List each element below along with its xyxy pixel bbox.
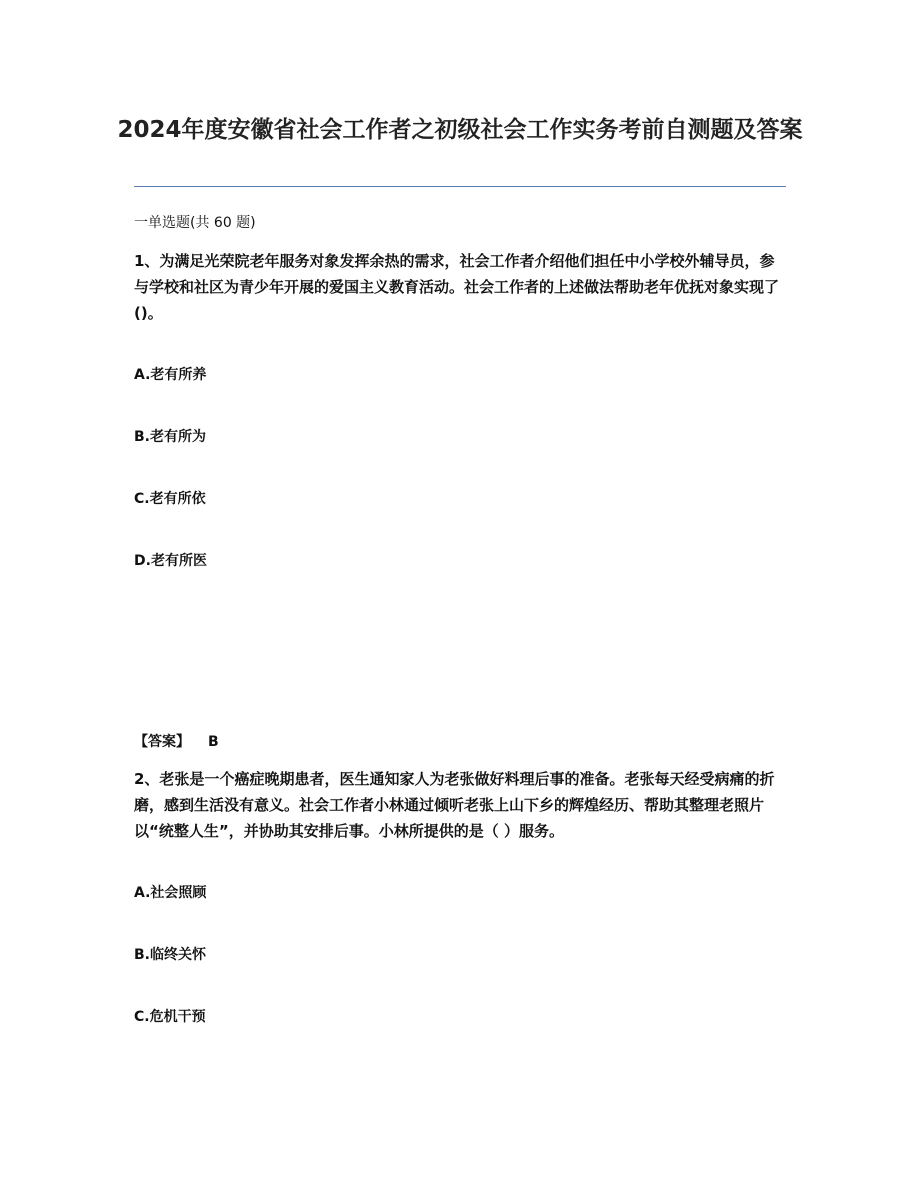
question-2-option-a: A.社会照顾: [134, 885, 207, 901]
document-title: 2024年度安徽省社会工作者之初级社会工作实务考前自测题及答案: [117, 117, 803, 143]
title-divider: [134, 186, 786, 187]
question-1-option-d: D.老有所医: [134, 553, 207, 569]
question-1-text: 1、为满足光荣院老年服务对象发挥余热的需求，社会工作者介绍他们担任中小学校外辅导员，参与学校和社区为青少年开展的爱国主义教育活动。社会工作者的上述做法帮助老年优抚对象实现了()。: [134, 252, 780, 322]
answer-value: B: [208, 734, 219, 750]
question-1-answer: [134, 731, 219, 751]
question-1-option-b: B.老有所为: [134, 429, 206, 445]
answer-label: 【答案】: [134, 734, 190, 750]
section-heading: 一单选题(共 60 题): [134, 215, 256, 231]
question-1-option-a: A.老有所养: [134, 367, 207, 383]
question-2-option-b: B.临终关怀: [134, 947, 206, 963]
question-2-text: 2、老张是一个癌症晚期患者，医生通知家人为老张做好料理后事的准备。老张每天经受病痛的折磨，感到生活没有意义。社会工作者小林通过倾听老张上山下乡的辉煌经历、帮助其整理老照片以“统整人生”，并协助其安排后事。小林所提供的是（ ）服务。: [134, 770, 775, 840]
question-1-option-c: C.老有所依: [134, 491, 206, 507]
question-2-option-c: C.危机干预: [134, 1009, 206, 1025]
